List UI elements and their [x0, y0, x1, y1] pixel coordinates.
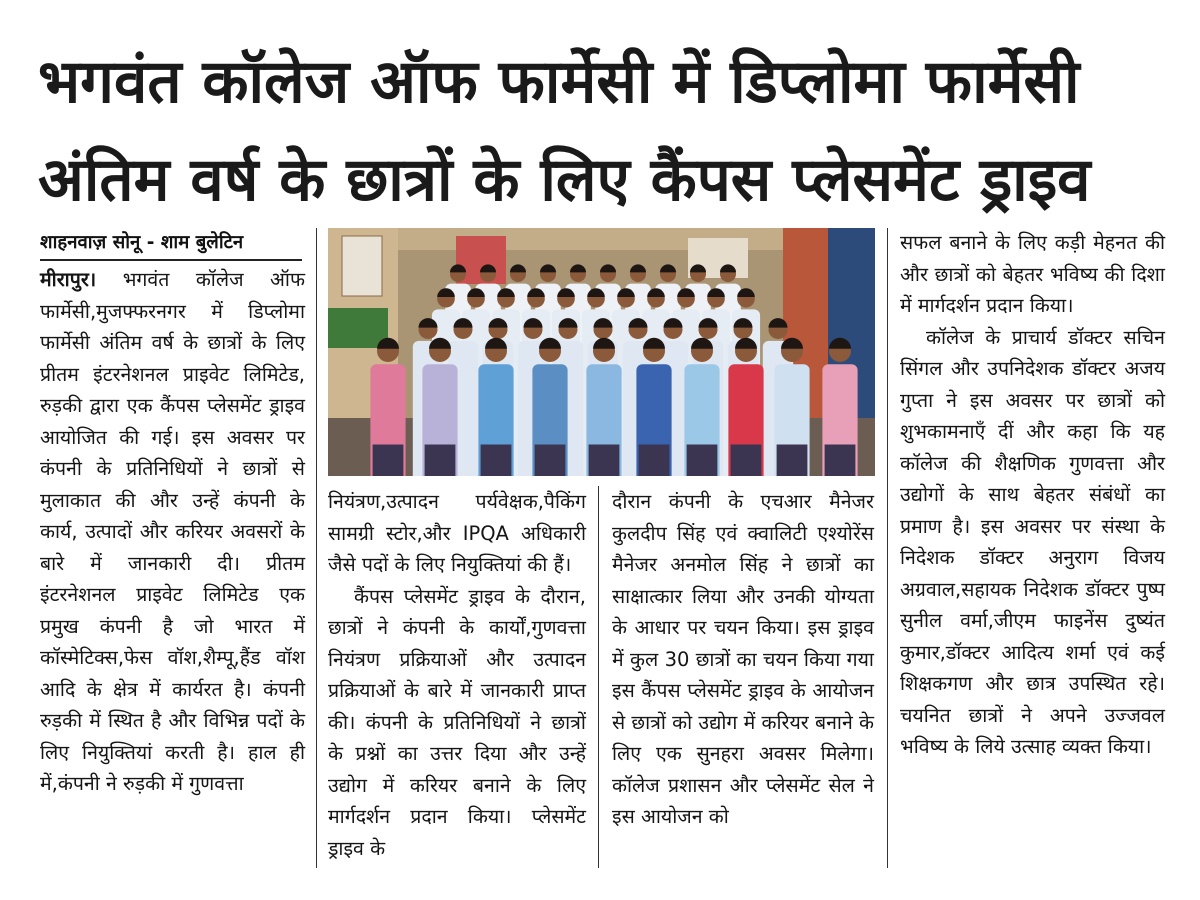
group-photo	[328, 228, 875, 476]
group-photo-icon	[328, 228, 875, 476]
article-paragraph: कॉलेज के प्राचार्य डॉक्टर सचिन सिंगल और उपनिदेशक डॉक्टर अजय गुप्ता ने इस अवसर पर छात्रों को शुभकामनाएँ दीं और कहा कि यह कॉलेज की शैक्षणिक गुणवत्ता और उद्योगों के साथ बेहतर संबंधों का प्रमाण है। इस अवसर पर संस्था के निदेशक डॉक्टर अनुराग विजय अग्रवाल,सहायक निदेशक डॉक्टर पुष्प सुनील वर्मा,जीएम फाइनेंस दुष्यंत कुमार,डॉक्टर आदित्य शर्मा एवं कई शिक्षकगण और छात्र उपस्थित रहे। चयनित छात्रों ने अपने उज्जवल भविष्य के लिये उत्साह व्यक्त किया।	[900, 325, 1165, 758]
headline-line-1: भगवंत कॉलेज ऑफ फार्मेसी में डिप्लोमा फार्मेसी	[38, 47, 1080, 117]
article-column-3	[612, 486, 874, 833]
byline: शाहनवाज़ सोनू - शाम बुलेटिन	[40, 230, 302, 261]
column-divider	[598, 486, 599, 868]
article-paragraph: कैंपस प्लेसमेंट ड्राइव के दौरान, छात्रों ने कंपनी के कार्यों,गुणवत्ता नियंत्रण प्रक्रियाओं और उत्पादन प्रक्रियाओं के बारे में जानकारी प्राप्त की। कंपनी के प्रतिनिधियों ने छात्रों के प्रश्नों का उत्तर दिया और उन्हें उद्योग में करियर बनाने के लिए मार्गदर्शन प्रदान किया। प्लेसमेंट ड्राइव के	[328, 584, 586, 860]
article-text: भगवंत कॉलेज ऑफ फार्मेसी,मुजफ्फरनगर में डिप्लोमा फार्मेसी अंतिम वर्ष के छात्रों के लिए प्रीतम इंटरनेशनल प्राइवेट लिमिटेड, रुड़की द्वारा एक कैंपस प्लेसमेंट ड्राइव आयोजित की गई। इस अवसर पर कंपनी के प्रतिनिधियों ने छात्रों से मुलाकात की और उन्हें कंपनी के कार्य, उत्पादों और करियर अवसरों के बारे में जानकारी दी। प्रीतम इंटरनेशनल प्राइवेट लिमिटेड एक प्रमुख कंपनी है जो भारत में कॉस्मेटिक्स,फेस वॉश,शैम्पू,हैंड वॉश आदि के क्षेत्र में कार्यरत है। कंपनी रुड़की में स्थित है और विभिन्न पदों के लिए नियुक्तियां करती है। हाल ही में,कंपनी ने रुड़की में गुणवत्ता	[40, 268, 306, 795]
article-column-2	[328, 486, 586, 864]
article-column-4	[900, 227, 1165, 763]
column-divider	[887, 228, 888, 868]
article-column-1	[40, 264, 305, 800]
column-divider	[316, 228, 317, 868]
article-paragraph: दौरान कंपनी के एचआर मैनेजर कुलदीप सिंह एवं क्वालिटी एश्योरेंस मैनेजर अनमोल सिंह ने छात्रों का साक्षात्कार लिया और उनकी योग्यता के आधार पर चयन किया। इस ड्राइव में कुल 30 छात्रों का चयन किया गया इस कैंपस प्लेसमेंट ड्राइव के आयोजन से छात्रों को उद्योग में करियर बनाने के लिए एक सुनहरा अवसर मिलेगा। कॉलेज प्रशासन और प्लेसमेंट सेल ने इस आयोजन को	[612, 490, 874, 828]
dateline: मीरापुर।	[40, 268, 97, 291]
article-paragraph: सफल बनाने के लिए कड़ी मेहनत की और छात्रों को बेहतर भविष्य की दिशा में मार्गदर्शन प्रदान किया।	[900, 231, 1165, 317]
article-paragraph: नियंत्रण,उत्पादन पर्यवेक्षक,पैकिंग सामग्री स्टोर,और IPQA अधिकारी जैसे पदों के लिए नियुक्तियां की हैं।	[328, 490, 586, 576]
headline-line-2: अंतिम वर्ष के छात्रों के लिए कैंपस प्लेसमेंट ड्राइव	[38, 145, 1091, 215]
